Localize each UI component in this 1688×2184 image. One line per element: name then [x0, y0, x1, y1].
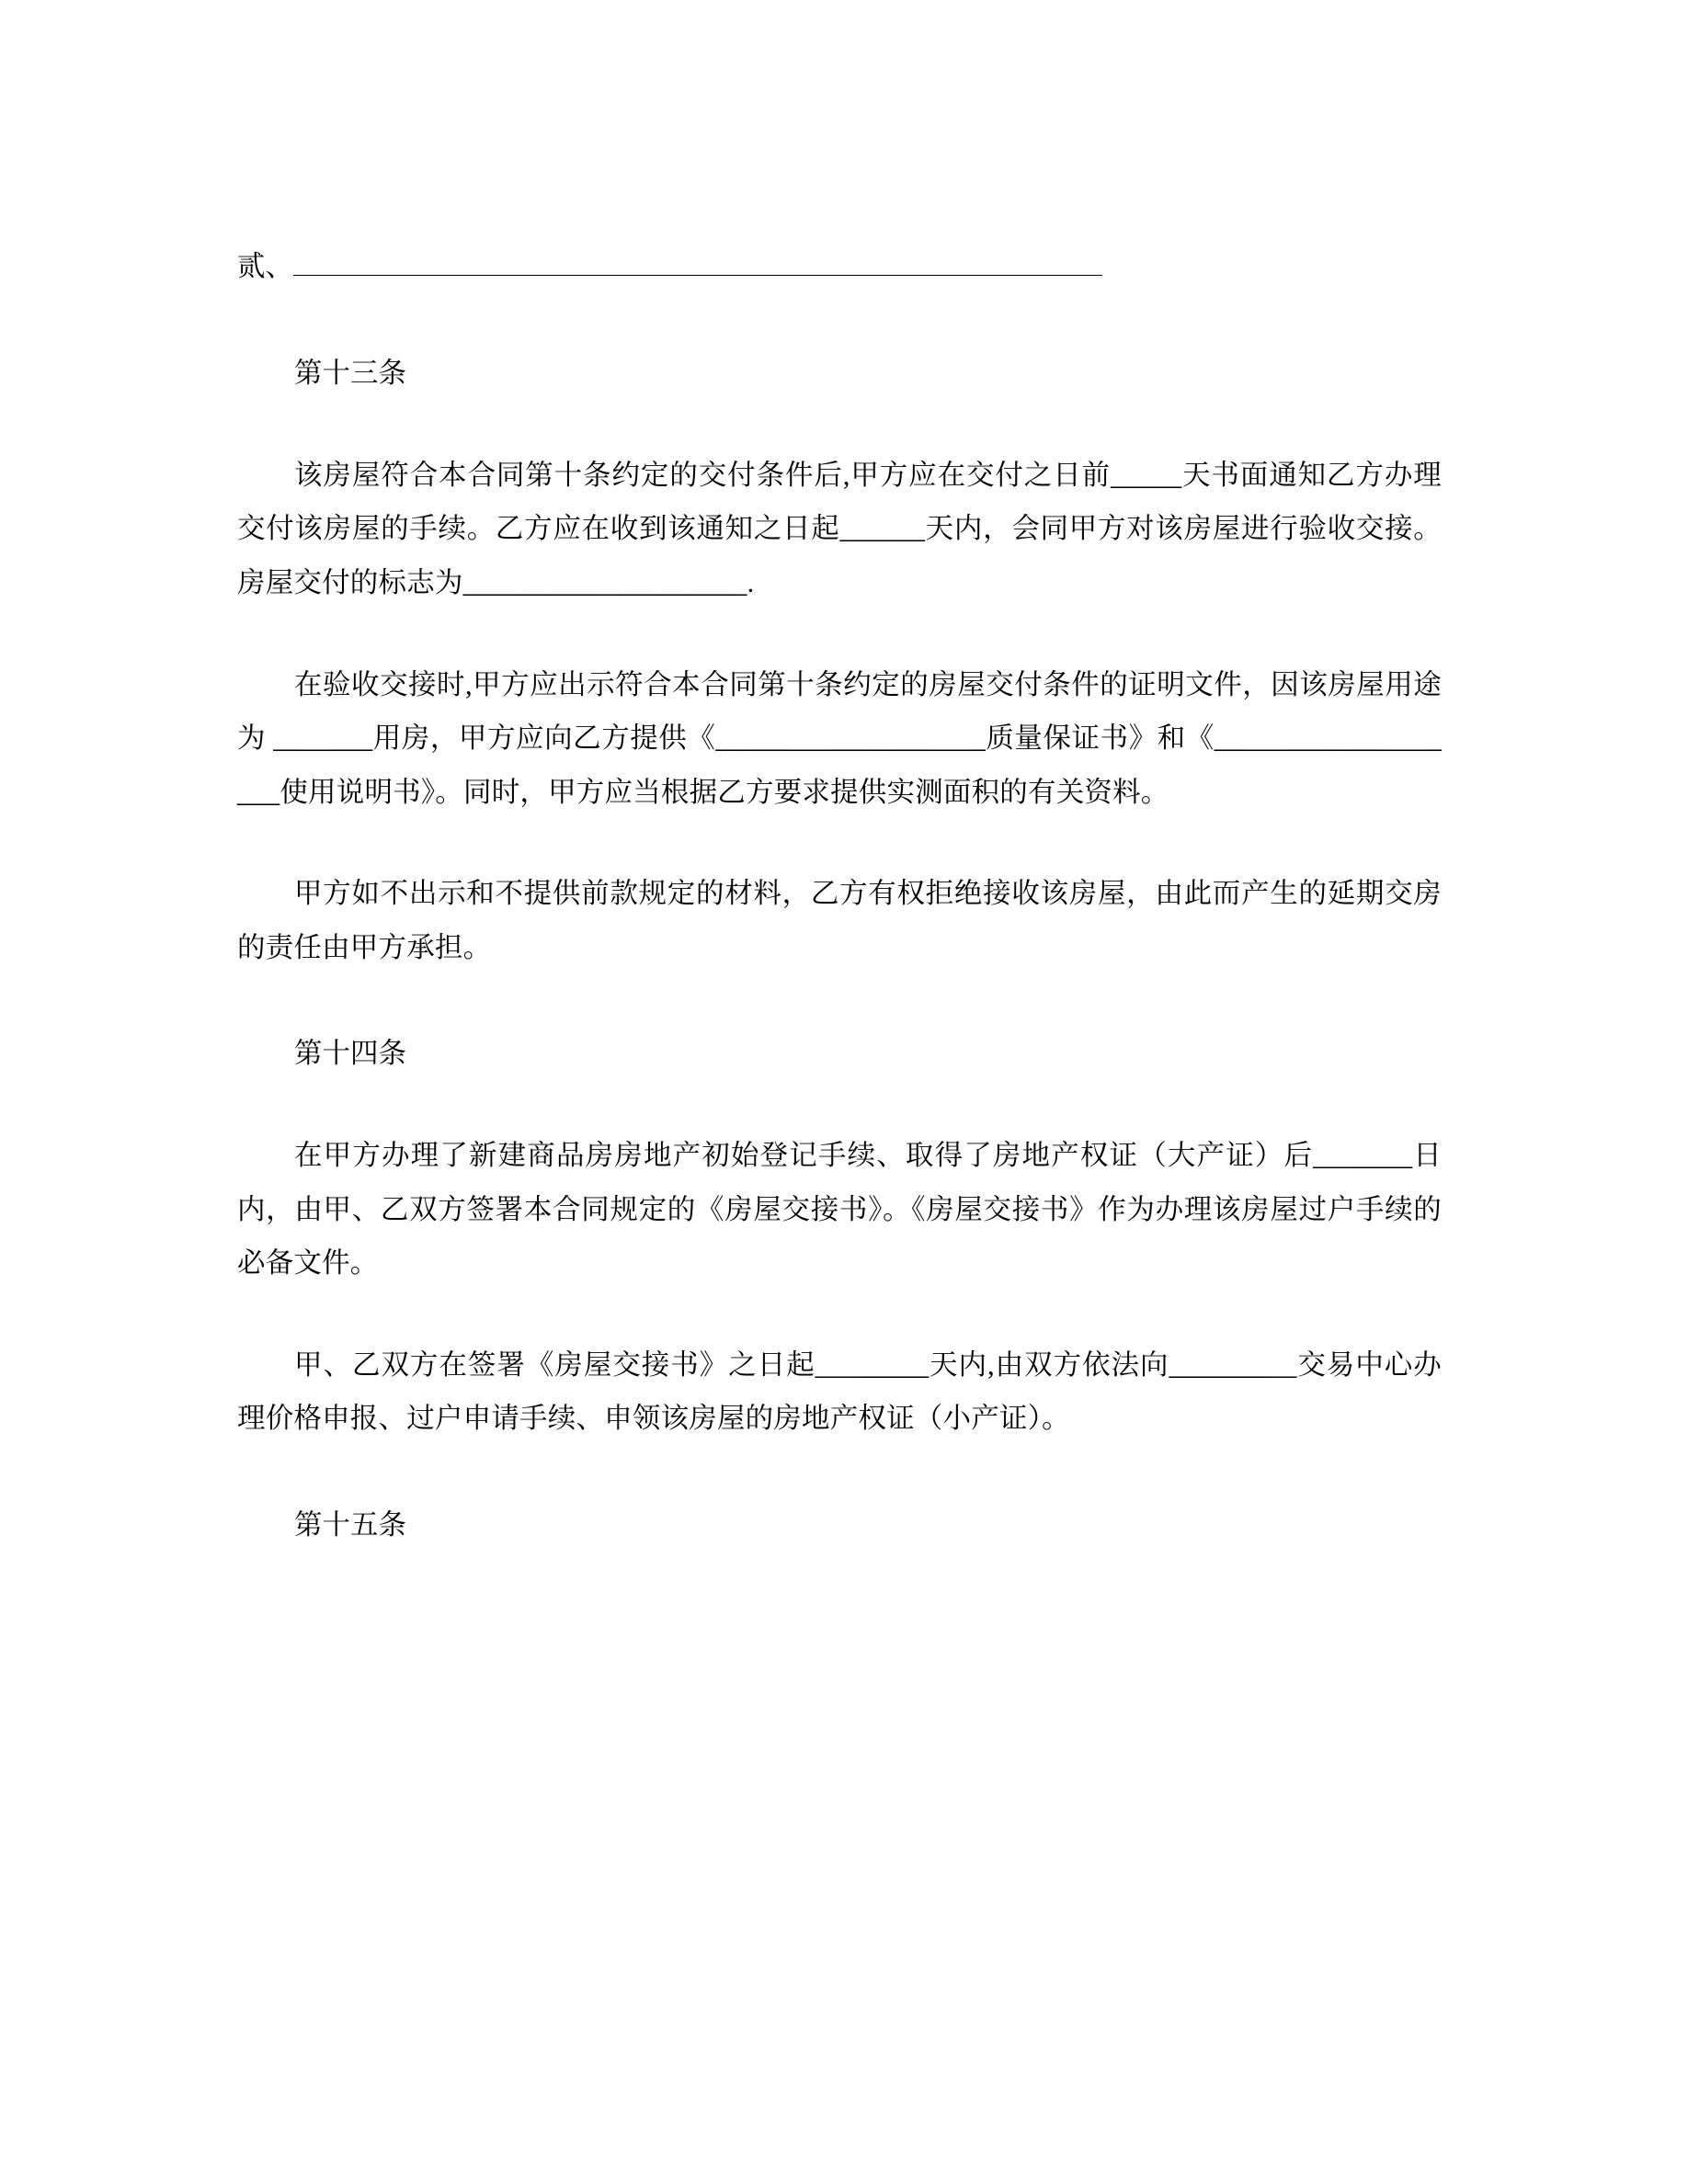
section-two-row [237, 241, 1442, 294]
article-13-paragraph-3: 甲方如不出示和不提供前款规定的材料，乙方有权拒绝接收该房屋，由此而产生的延期交房的责任由甲方承担。 [237, 878, 1442, 963]
article-14-paragraph-1: 在甲方办理了新建商品房房地产初始登记手续、取得了房地产权证（大产证）后_______日内，由甲、乙双方签署本合同规定的《房屋交接书》。《房屋交接书》作为办理该房屋过户手续的必备文件。 [237, 1140, 1442, 1280]
section-two-label: 贰、 [237, 251, 293, 282]
article-13-title: 第十三条 [294, 357, 406, 389]
article-14-title: 第十四条 [294, 1038, 406, 1070]
article-14-paragraph-2: 甲、乙双方在签署《房屋交接书》之日起________天内,由双方依法向_________交易中心办理价格申报、过户申请手续、申领该房屋的房地产权证（小产证）。 [237, 1348, 1442, 1435]
spacer [237, 294, 1442, 347]
article-13-paragraph-2: 在验收交接时,甲方应出示符合本合同第十条约定的房屋交付条件的证明文件，因该房屋用途为 _______用房，甲方应向乙方提供《___________________质量保证书》和《___________________使用说明书》。同时，甲方应当根据乙方要求提供实测面积的有关资料。 [237, 668, 1442, 808]
article-13-paragraph-1: 该房屋符合本合同第十条约定的交付条件后,甲方应在交付之日前_____天书面通知乙方办理交付该房屋的手续。乙方应在收到该通知之日起______天内，会同甲方对该房屋进行验收交接。房屋交付的标志为____________________. [237, 459, 1442, 598]
spacer [237, 1291, 1442, 1338]
document-body [237, 241, 1442, 1553]
spacer [237, 1446, 1442, 1499]
spacer [237, 610, 1442, 658]
spacer [237, 401, 1442, 449]
section-two-blank-rule [293, 247, 1102, 277]
spacer [237, 974, 1442, 1028]
spacer [237, 819, 1442, 867]
spacer [237, 1081, 1442, 1129]
article-15-title: 第十五条 [294, 1508, 406, 1541]
